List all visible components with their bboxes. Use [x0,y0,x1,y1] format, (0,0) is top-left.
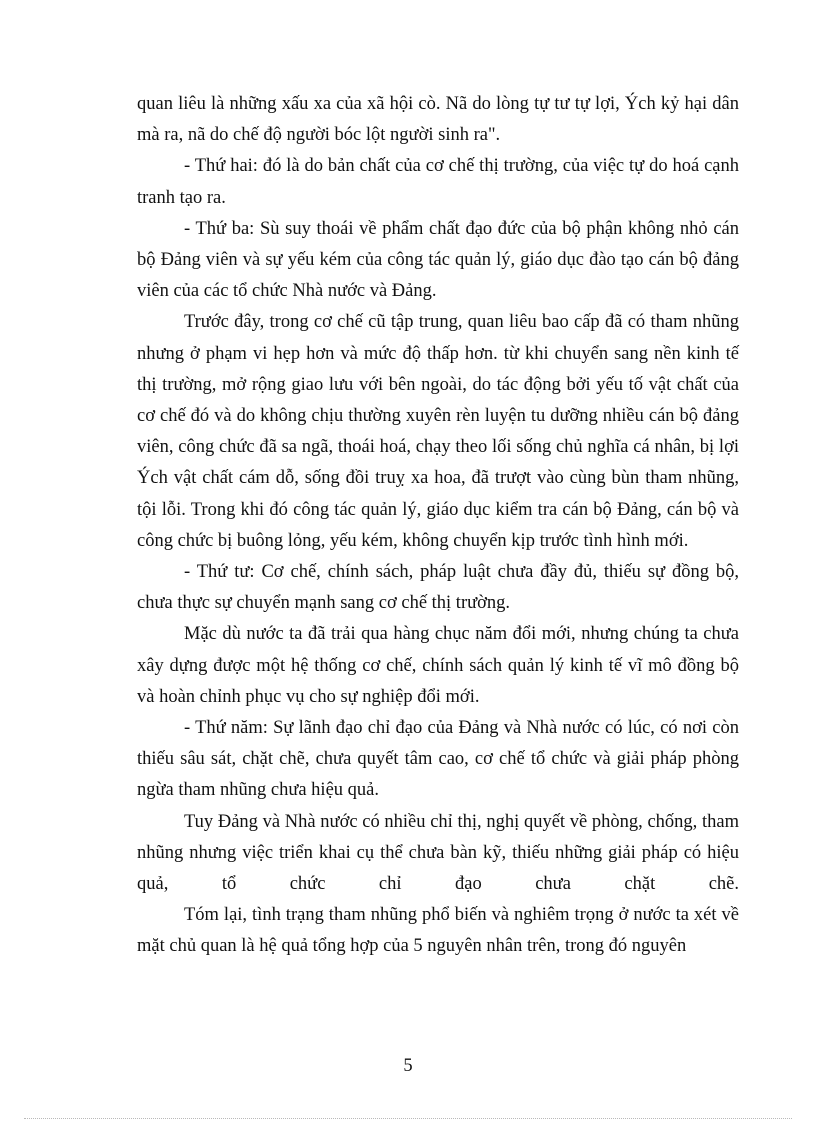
paragraph-directives: Tuy Đảng và Nhà nước có nhiều chỉ thị, nghị quyết về phòng, chống, tham nhũng nhưng việc triển khai cụ thể chưa bàn kỹ, thiếu những giải pháp có hiệu quả, tổ chức chỉ đạo chưa chặt chẽ. [137,811,739,895]
page-number: 5 [403,1056,413,1076]
paragraph-reason-three: - Thứ ba: Sù suy thoái về phẩm chất đạo đức của bộ phận không nhỏ cán bộ Đảng viên và sự yếu kém của công tác quản lý, giáo dục đào tạo cán bộ đảng viên của các tổ chức Nhà nước và Đảng. [137,218,739,302]
paragraph-reason-four: - Thứ tư: Cơ chế, chính sách, pháp luật chưa đầy đủ, thiếu sự đồng bộ, chưa thực sự chuyển mạnh sang cơ chế thị trường. [137,562,739,614]
paragraph-reason-five: - Thứ năm: Sự lãnh đạo chỉ đạo của Đảng và Nhà nước có lúc, có nơi còn thiếu sâu sát, chặt chẽ, chưa quyết tâm cao, cơ chế tổ chức và giải pháp phòng ngừa tham nhũng chưa hiệu quả. [137,718,739,801]
footer-divider [24,1118,792,1119]
paragraph-although: Mặc dù nước ta đã trải qua hàng chục năm đổi mới, nhưng chúng ta chưa xây dựng được một hệ thống cơ chế, chính sách quản lý kinh tế vĩ mô đồng bộ và hoàn chỉnh phục vụ cho sự nghiệp đổi mới. [137,624,739,707]
paragraph-continuation: quan liêu là những xấu xa của xã hội cò. Nã do lòng tự tư tự lợi, Ých kỷ hại dân mà ra, nã do chế độ người bóc lột người sinh ra". [137,94,739,146]
paragraph-reason-two: - Thứ hai: đó là do bản chất của cơ chế thị trường, của việc tự do hoá cạnh tranh tạo ra. [137,156,739,208]
body-text [137,89,739,963]
paragraph-summary: Tóm lại, tình trạng tham nhũng phổ biến và nghiêm trọng ở nước ta xét về mặt chủ quan là hệ quả tổng hợp của 5 nguyên nhân trên, trong đó nguyên [137,905,739,957]
paragraph-previously: Trước đây, trong cơ chế cũ tập trung, quan liêu bao cấp đã có tham nhũng nhưng ở phạm vi hẹp hơn và mức độ thấp hơn. từ khi chuyển sang nền kinh tế thị trường, mở rộng giao lưu với bên ngoài, do tác động bởi yếu tố vật chất của cơ chế đó và do không chịu thường xuyên rèn luyện tu dưỡng nhiều cán bộ đảng viên, công chức đã sa ngã, thoái hoá, chạy theo lối sống chủ nghĩa cá nhân, bị lợi Ých vật chất cám dỗ, sống đồi truỵ xa hoa, đã trượt vào cùng bùn tham nhũng, tội lỗi. Trong khi đó công tác quản lý, giáo dục kiểm tra cán bộ Đảng, cán bộ và công chức bị buông lỏng, yếu kém, không chuyển kịp trước tình hình mới. [137,312,739,551]
